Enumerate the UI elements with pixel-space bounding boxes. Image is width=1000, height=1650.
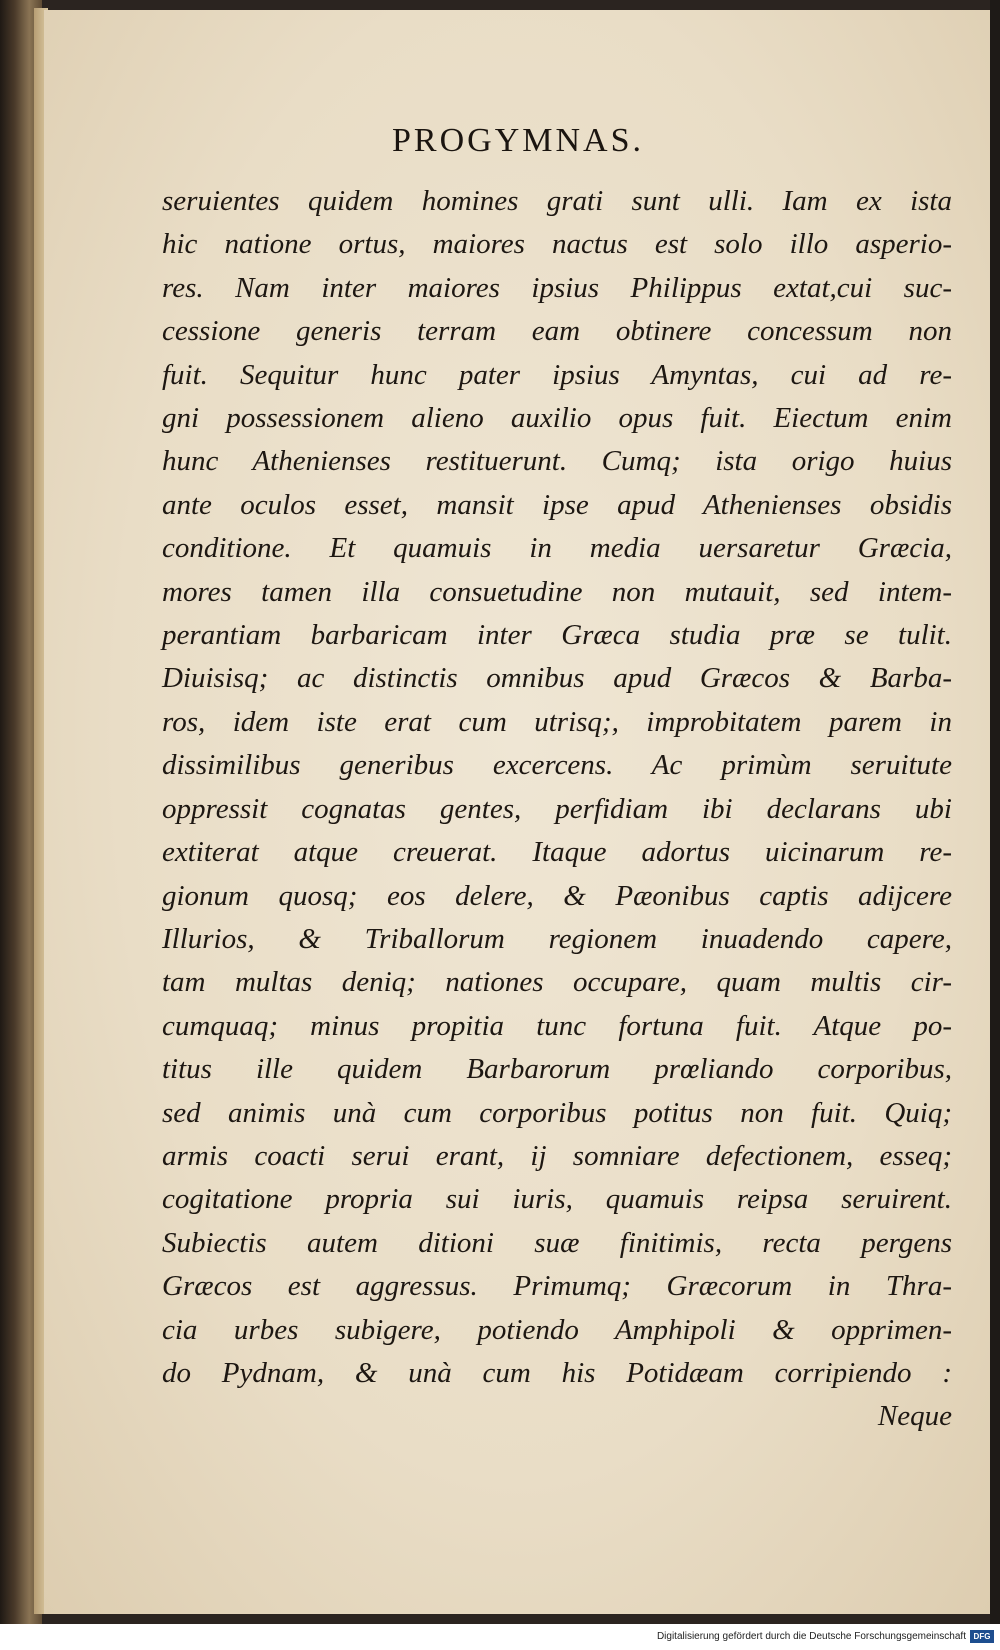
text-line: tam multas deniq; nationes occupare, quam multis cir- (162, 966, 952, 999)
text-line: extiterat atque creuerat. Itaque adortus uicinarum re- (162, 836, 952, 869)
text-line: dissimilibus generibus excercens. Ac primùm seruitute (162, 749, 952, 782)
text-line: do Pydnam, & unà cum his Potidæam corripiendo : (162, 1356, 952, 1389)
text-line: ros, idem iste erat cum utrisq;, improbitatem parem in (162, 705, 952, 738)
text-line: res. Nam inter maiores ipsius Philippus extat,cui suc- (162, 271, 952, 304)
running-header: PROGYMNAS. (392, 122, 644, 159)
text-line: gni possessionem alieno auxilio opus fuit. Eiectum enim (162, 402, 952, 435)
dfg-logo: DFG (970, 1630, 994, 1643)
funding-credit: Digitalisierung gefördert durch die Deutsche Forschungsgemeinschaft (656, 1631, 966, 1642)
book-page (44, 10, 998, 1614)
text-line: Græcos est aggressus. Primumq; Græcorum in Thra- (162, 1270, 952, 1303)
text-line: fuit. Sequitur hunc pater ipsius Amyntas, cui ad re- (162, 358, 952, 391)
text-line: sed animis unà cum corporibus potitus non fuit. Quiq; (162, 1096, 952, 1129)
text-line: ante oculos esset, mansit ipse apud Athenienses obsidis (162, 488, 952, 521)
text-line: hunc Athenienses restituerunt. Cumq; ista origo huius (162, 445, 952, 478)
text-line: cessione generis terram eam obtinere concessum non (162, 315, 952, 348)
text-line: conditione. Et quamuis in media uersaretur Græcia, (162, 532, 952, 565)
text-line: seruientes quidem homines grati sunt ulli. Iam ex ista (162, 185, 952, 217)
text-line: hic natione ortus, maiores nactus est solo illo asperio- (162, 228, 952, 261)
text-line: mores tamen illa consuetudine non mutauit, sed intem- (162, 575, 952, 608)
right-border (990, 0, 1000, 1624)
text-line: cumquaq; minus propitia tunc fortuna fuit. Atque po- (162, 1009, 952, 1042)
text-line: cogitatione propria sui iuris, quamuis reipsa seruirent. (162, 1183, 952, 1216)
text-line: gionum quosq; eos delere, & Pæonibus captis adijcere (162, 879, 952, 912)
text-line: Neque (877, 1400, 952, 1433)
text-line: armis coacti serui erant, ij somniare defectionem, esseq; (162, 1139, 952, 1172)
text-line: titus ille quidem Barbarorum prœliando corporibus, (162, 1053, 952, 1086)
text-line: perantiam barbaricam inter Græca studia præ se tulit. (162, 619, 952, 652)
text-line: Subiectis autem ditioni suæ finitimis, recta pergens (162, 1226, 952, 1259)
text-line: cia urbes subigere, potiendo Amphipoli & opprimen- (162, 1313, 952, 1346)
text-line: Illurios, & Triballorum regionem inuadendo capere, (162, 922, 952, 955)
body-text (162, 180, 952, 1439)
text-line: oppressit cognatas gentes, perfidiam ibi declarans ubi (162, 792, 952, 825)
text-line: Diuisisq; ac distinctis omnibus apud Græcos & Barba- (162, 662, 952, 695)
footer-bar (0, 1624, 1000, 1650)
